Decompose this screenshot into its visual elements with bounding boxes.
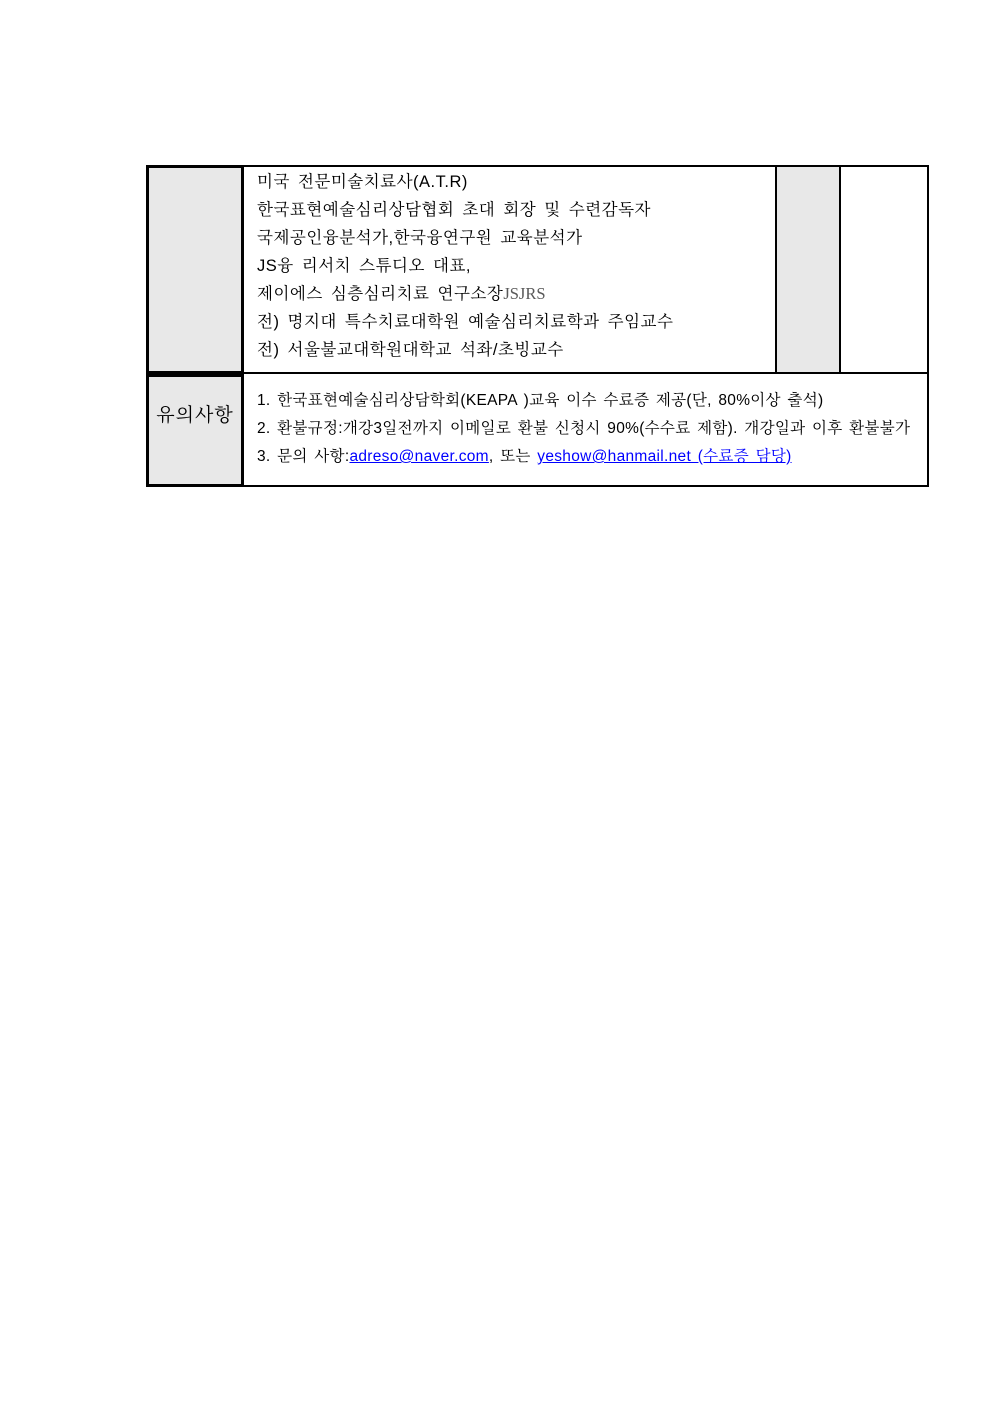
qualification-line-5-main: 제이에스 심층심리치료 연구소장 [257, 285, 504, 303]
notes-item-3-separator: , 또는 [488, 448, 538, 465]
empty-gray-cell [777, 165, 841, 374]
qualification-line-7: 전) 서울불교대학원대학교 석좌/초빙교수 [257, 341, 564, 359]
course-info-table [146, 165, 929, 487]
notes-label-cell [146, 374, 244, 487]
qualification-line-5 [257, 280, 775, 308]
empty-white-cell [841, 165, 929, 374]
email-link-adreso[interactable]: adreso@naver.com [349, 448, 489, 465]
qualification-line-1: 미국 전문미술치료사(A.T.R) [257, 173, 468, 191]
qualification-line-6: 전) 명지대 특수치료대학원 예술심리치료학과 주임교수 [257, 313, 674, 331]
instructor-label-cell [146, 165, 244, 374]
notes-item-1: 1. 한국표현예술심리상담학회(KEAPA )교육 이수 수료증 제공(단, 80%이상 출석) [257, 392, 824, 409]
notes-item-3-prefix: 3. 문의 사항: [257, 448, 350, 465]
notes-cell [244, 374, 929, 487]
qualification-line-3: 국제공인융분석가,한국융연구원 교육분석가 [257, 229, 583, 247]
qualification-line-4: JS융 리서치 스튜디오 대표, [257, 257, 471, 275]
qualification-line-5-suffix: JSJRS [503, 284, 546, 303]
instructor-qualifications-cell [244, 165, 777, 374]
email-link-yeshow[interactable]: yeshow@hanmail.net (수료증 담당) [537, 448, 792, 465]
notes-label: 유의사항 [156, 405, 234, 426]
notes-item-3 [257, 443, 927, 471]
qualification-line-2: 한국표현예술심리상담협회 초대 회장 및 수련감독자 [257, 201, 651, 219]
notes-item-2: 2. 환불규정:개강3일전까지 이메일로 환불 신청시 90%(수수료 제함). 개강일과 이후 환불불가 [257, 420, 911, 437]
